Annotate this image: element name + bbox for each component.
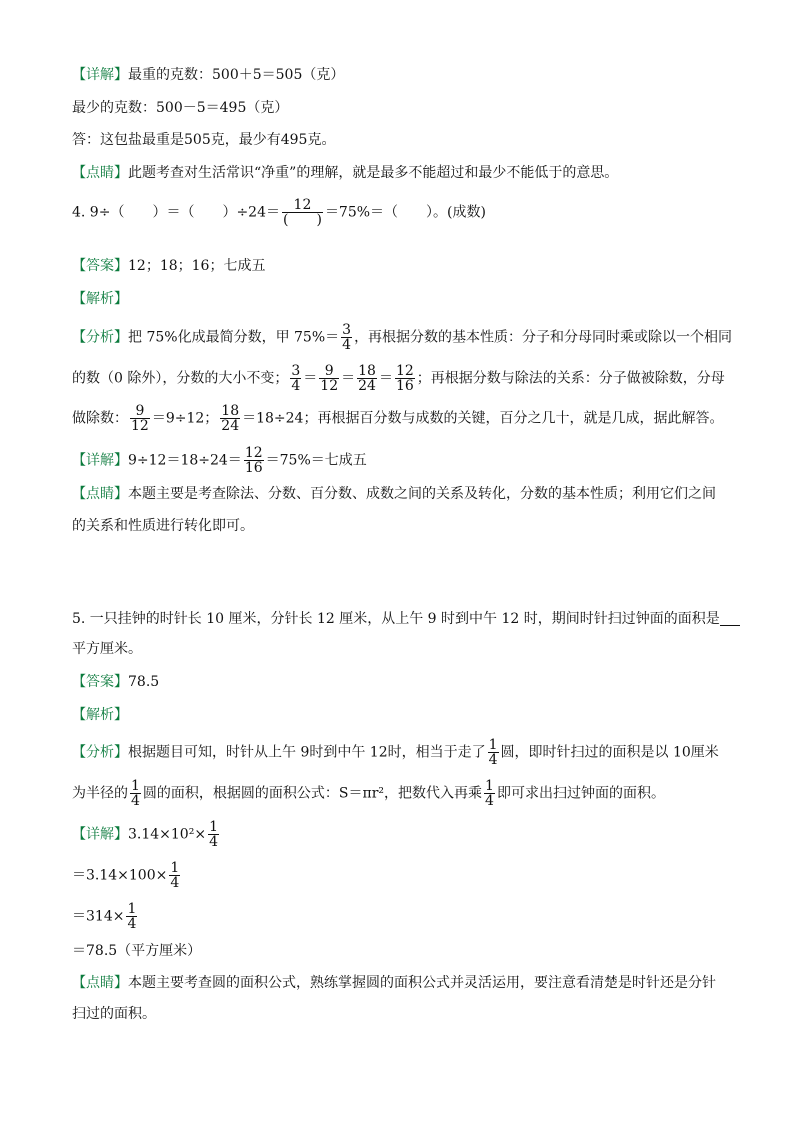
tag-point: 【点睛】 xyxy=(72,165,128,181)
q5-detail-step3: ＝314× xyxy=(72,908,125,925)
fraction-numerator: 9 xyxy=(135,403,145,419)
fraction-numerator: 1 xyxy=(127,901,137,917)
fraction-denominator: 4 xyxy=(291,378,301,394)
q4-detail-text-a: 9÷12＝18÷24＝ xyxy=(128,452,242,469)
q4-fenxi-text-a: 把 75%化成最简分数，甲 75%＝ xyxy=(128,329,340,346)
fraction-12-16 xyxy=(244,446,264,475)
tag-answer: 【答案】 xyxy=(72,258,128,274)
p3-detail-line xyxy=(72,66,344,84)
fraction-9-12 xyxy=(130,404,150,433)
fraction-denominator: 4 xyxy=(170,875,180,891)
q5-answer-text: 78.5 xyxy=(128,674,160,690)
q4-point-text1: 本题主要是考查除法、分数、百分数、成数之间的关系及转化，分数的基本性质；利用它们之间 xyxy=(128,486,716,502)
q4-question-a: 4. 9÷（ ）＝（ ）÷24＝ xyxy=(72,204,280,221)
tag-fenxi: 【分析】 xyxy=(72,744,128,761)
tag-analysis: 【解析】 xyxy=(72,707,128,723)
fraction-9-12 xyxy=(319,364,339,393)
answer-blank xyxy=(720,624,740,626)
q4-fenxi3-text-b: ＝9÷12； xyxy=(151,410,219,427)
q4-fenxi-line2 xyxy=(72,364,725,393)
equals-sign: ＝ xyxy=(303,370,318,387)
q5-fenxi-line1 xyxy=(72,738,719,767)
equals-sign: ＝ xyxy=(341,370,356,387)
equals-sign: ＝ xyxy=(378,370,393,387)
fraction-numerator: 1 xyxy=(170,860,180,876)
q4-question-b: ＝75%＝（ ）。(成数) xyxy=(324,204,486,221)
fraction-denominator: 24 xyxy=(358,378,376,394)
p3-point-text: 此题考查对生活常识“净重”的理解，就是最多不能超过和最少不能低于的意思。 xyxy=(128,165,619,181)
q4-question-fraction xyxy=(282,198,323,227)
fraction-denominator: 24 xyxy=(221,418,240,434)
q5-detail-line3 xyxy=(72,902,139,931)
tag-fenxi: 【分析】 xyxy=(72,329,128,346)
q4-fenxi3-text-a: 做除数： xyxy=(72,410,128,427)
tag-detail: 【详解】 xyxy=(72,67,128,83)
q5-detail-step1: 3.14×10²× xyxy=(128,826,207,843)
q4-detail-line xyxy=(72,446,367,475)
fraction-numerator: 1 xyxy=(131,778,140,794)
fraction-numerator: 3 xyxy=(342,322,352,338)
fraction-denominator: 4 xyxy=(127,916,137,932)
q4-point-line1 xyxy=(72,485,716,503)
q4-fenxi-text-b: ，再根据分数的基本性质：分子和分母同时乘或除以一个相同 xyxy=(354,329,733,346)
fraction-one-quarter xyxy=(484,779,495,808)
q5-detail-line4: ＝78.5（平方厘米） xyxy=(72,943,202,959)
p3-min-weight: 最少的克数：500－5＝495（克） xyxy=(72,100,289,116)
fraction-three-quarters xyxy=(341,323,352,352)
fraction-numerator: 12 xyxy=(293,197,312,213)
q5-detail-line1 xyxy=(72,820,221,849)
fraction-denominator: 4 xyxy=(209,834,218,850)
fraction-one-quarter xyxy=(169,861,180,890)
fraction-denominator: 16 xyxy=(395,378,414,394)
fraction-denominator: 4 xyxy=(488,752,498,768)
q4-point-line2: 的关系和性质进行转化即可。 xyxy=(72,518,254,534)
fraction-numerator: 12 xyxy=(395,363,414,379)
fraction-12-16 xyxy=(395,364,415,393)
q5-point-line2: 扫过的面积。 xyxy=(72,1006,156,1022)
fraction-numerator: 1 xyxy=(485,778,494,794)
fraction-denominator: 16 xyxy=(244,460,263,476)
fraction-18-24 xyxy=(357,364,377,393)
tag-point: 【点睛】 xyxy=(72,975,128,991)
fraction-denominator: 4 xyxy=(485,793,494,809)
fraction-numerator: 1 xyxy=(488,737,498,753)
fraction-3-4 xyxy=(290,364,301,393)
tag-analysis: 【解析】 xyxy=(72,291,128,307)
fraction-numerator: 18 xyxy=(221,403,240,419)
q4-fenxi-line3 xyxy=(72,404,723,433)
q4-fenxi2-text-b: ；再根据分数与除法的关系：分子做被除数，分母 xyxy=(416,370,725,387)
q4-detail-text-b: ＝75%＝七成五 xyxy=(265,452,367,469)
q5-point-line1 xyxy=(72,974,716,992)
fraction-numerator: 18 xyxy=(358,363,376,379)
fraction-denominator: ( ) xyxy=(283,212,322,228)
q4-question xyxy=(72,198,486,227)
q5-question-line2: 平方厘米。 xyxy=(72,641,142,657)
q4-answer-text: 12；18；16；七成五 xyxy=(128,258,266,274)
q5-question-line1 xyxy=(72,610,740,628)
q4-answer-line xyxy=(72,257,265,275)
fraction-numerator: 12 xyxy=(244,445,263,461)
p3-answer-sentence: 答：这包盐最重是505克，最少有495克。 xyxy=(72,132,336,148)
tag-point: 【点睛】 xyxy=(72,486,128,502)
q5-fenxi2-text-c: 即可求出扫过钟面的面积。 xyxy=(496,785,665,802)
q5-fenxi2-text-a: 为半径的 xyxy=(72,785,128,802)
fraction-one-quarter xyxy=(126,902,137,931)
fraction-one-quarter xyxy=(488,738,499,767)
q4-analysis-label xyxy=(72,290,128,308)
fraction-denominator: 4 xyxy=(131,793,140,809)
fraction-one-quarter xyxy=(130,779,141,808)
q4-fenxi2-text-a: 的数（0 除外），分数的大小不变； xyxy=(72,370,289,387)
fraction-18-24 xyxy=(220,404,240,433)
q5-point-text1: 本题主要考查圆的面积公式，熟练掌握圆的面积公式并灵活运用，要注意看清楚是时针还是分针 xyxy=(128,975,716,991)
q4-fenxi3-text-c: ＝18÷24；再根据百分数与成数的关键，百分之几十，就是几成，据此解答。 xyxy=(242,410,724,427)
fraction-denominator: 4 xyxy=(342,337,352,353)
fraction-denominator: 12 xyxy=(131,418,149,434)
q5-fenxi-line2 xyxy=(72,779,665,808)
q5-detail-step2: ＝3.14×100× xyxy=(72,867,168,884)
q5-fenxi2-text-b: 圆的面积，根据圆的面积公式：S＝πr²，把数代入再乘 xyxy=(142,785,483,802)
tag-detail: 【详解】 xyxy=(72,826,128,843)
q5-fenxi-text-b: 圆，即时针扫过的面积是以 10厘米 xyxy=(500,744,719,761)
q5-analysis-label xyxy=(72,706,128,724)
tag-detail: 【详解】 xyxy=(72,452,128,469)
p3-detail-text: 最重的克数：500＋5＝505（克） xyxy=(128,67,345,83)
fraction-numerator: 3 xyxy=(291,363,301,379)
fraction-one-quarter xyxy=(208,820,219,849)
fraction-denominator: 12 xyxy=(320,378,339,394)
q4-fenxi-line1 xyxy=(72,323,732,352)
q5-answer-line xyxy=(72,673,159,691)
p3-point-line xyxy=(72,164,618,182)
tag-answer: 【答案】 xyxy=(72,674,128,690)
q5-detail-line2 xyxy=(72,861,182,890)
q5-question-text: 5. 一只挂钟的时针长 10 厘米，分针长 12 厘米，从上午 9 时到中午 12 时，期间时针扫过钟面的面积是 xyxy=(72,611,720,627)
q5-fenxi-text-a: 根据题目可知，时针从上午 9时到中午 12时，相当于走了 xyxy=(128,744,486,761)
fraction-numerator: 1 xyxy=(209,819,218,835)
fraction-numerator: 9 xyxy=(324,363,334,379)
